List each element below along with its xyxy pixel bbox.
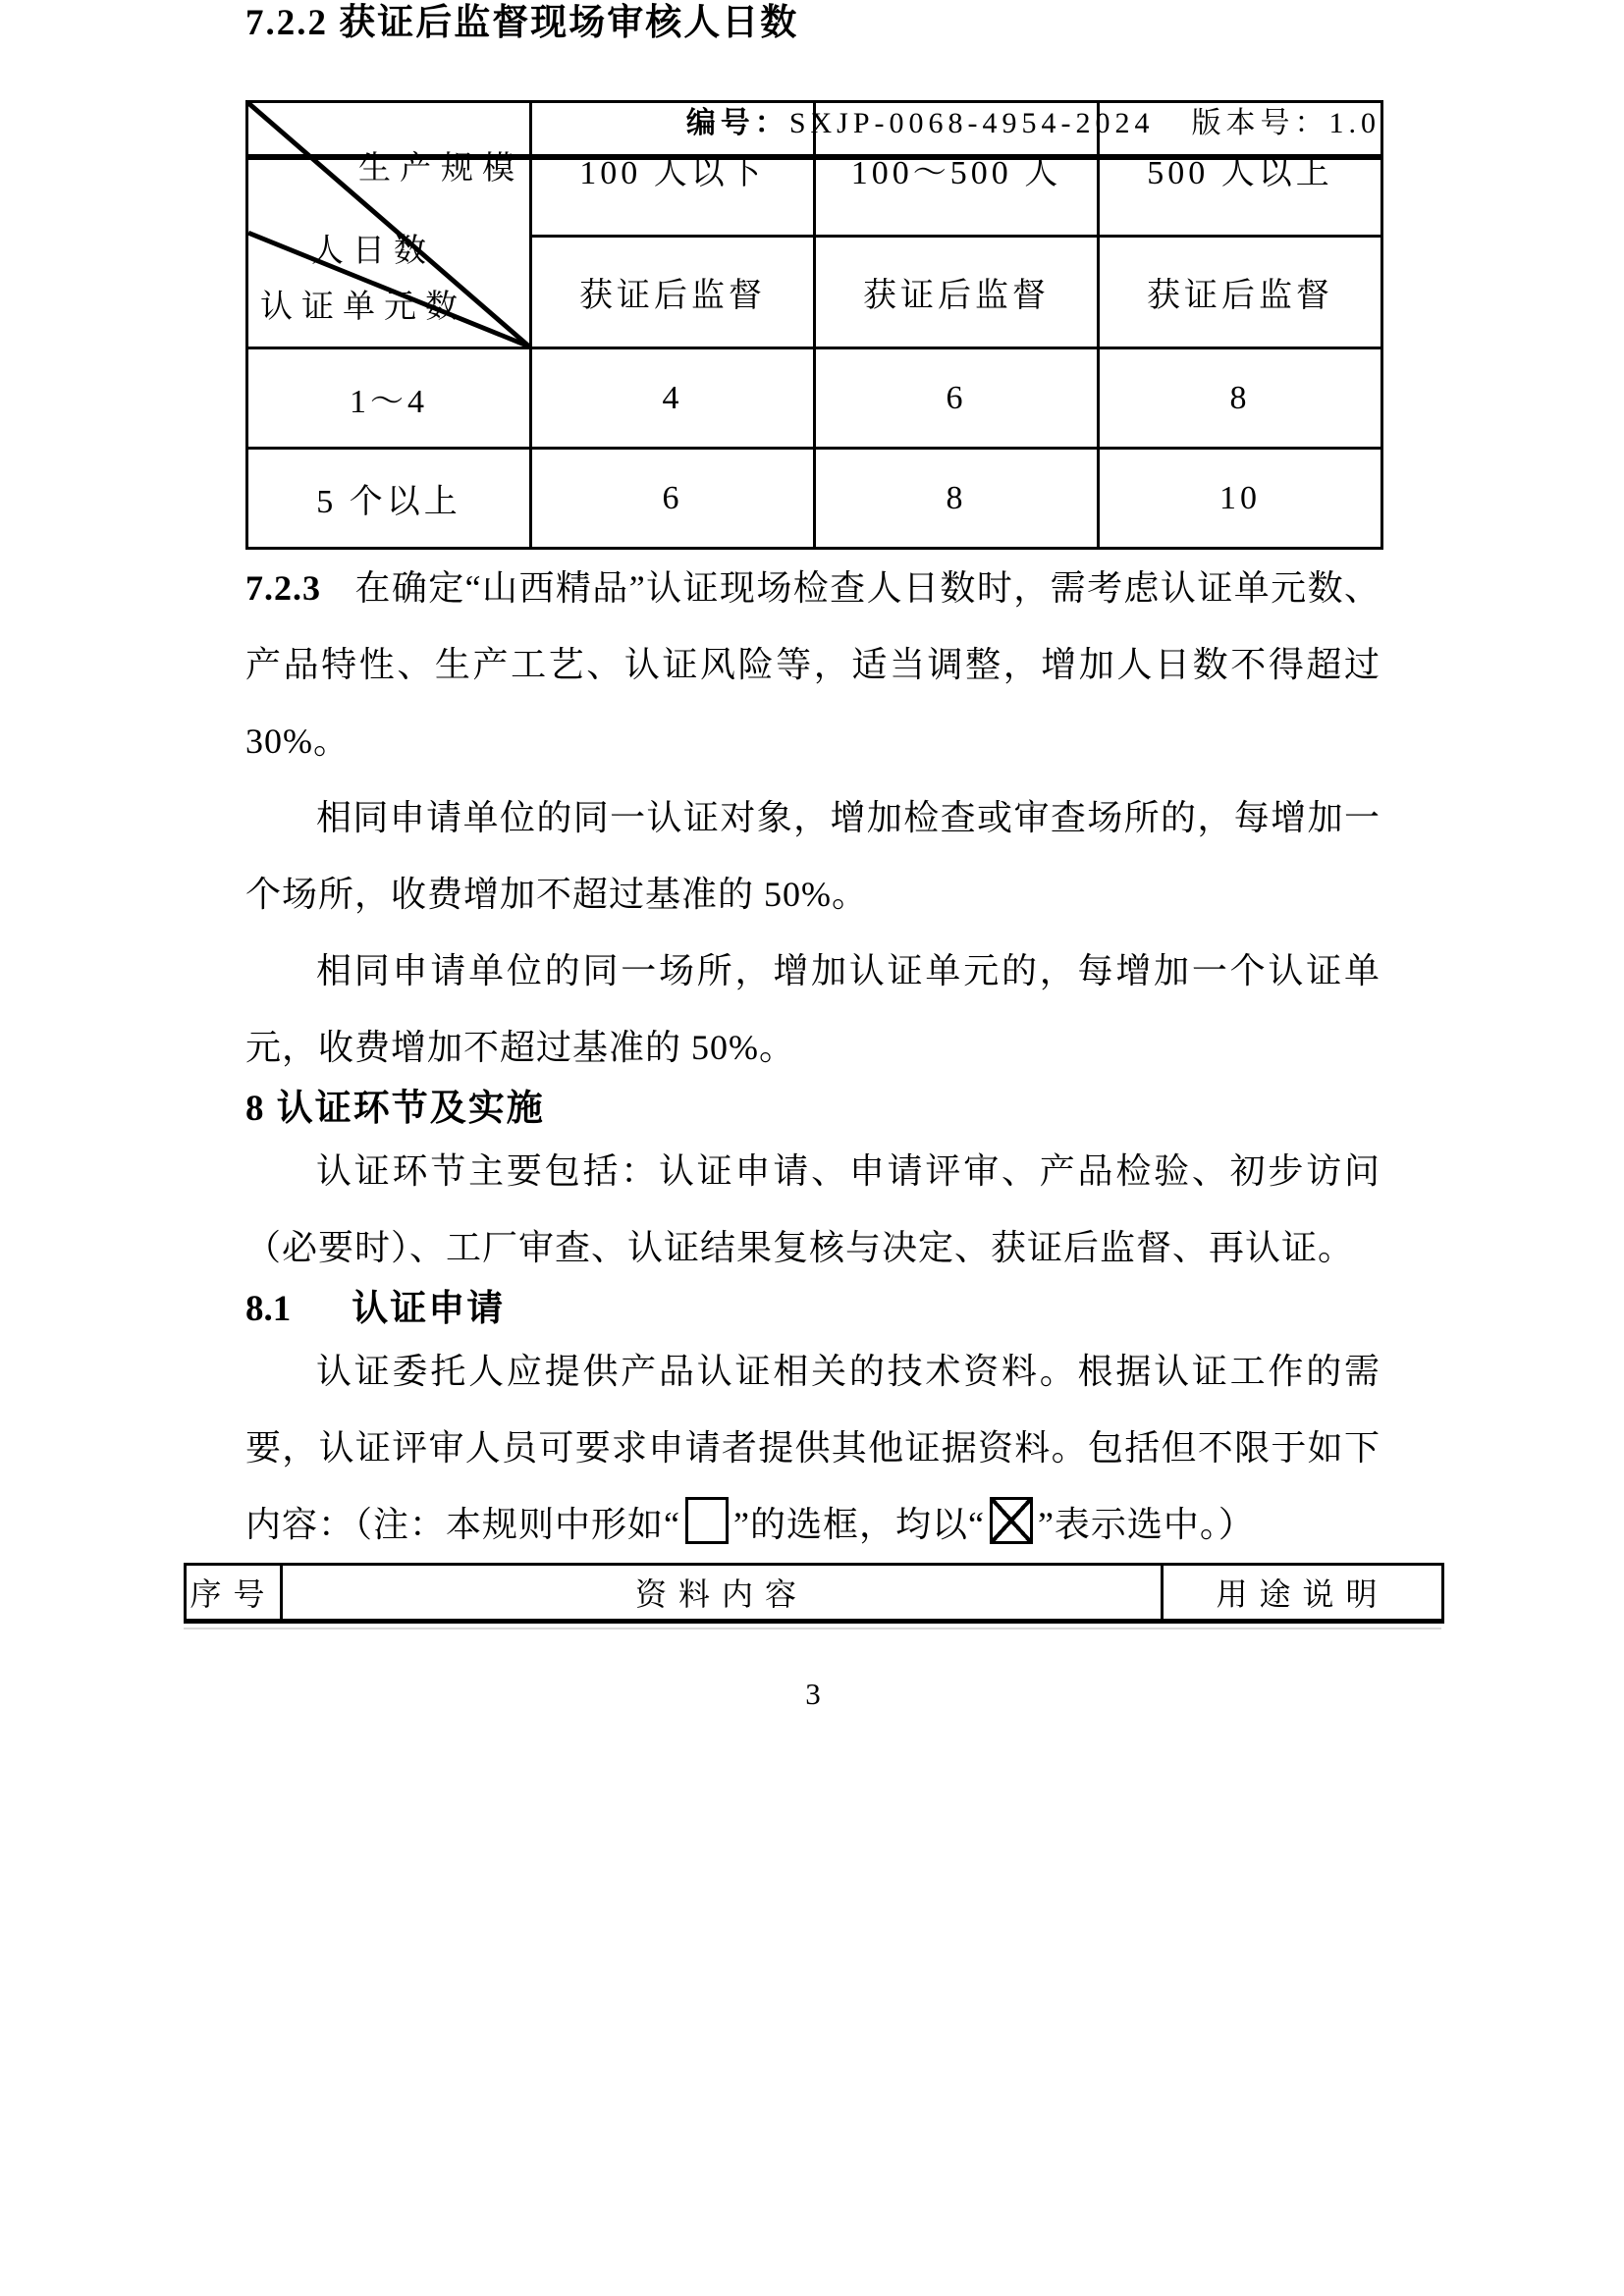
diagonal-label-person-days: 人日数 bbox=[311, 234, 435, 269]
diagonal-label-production-scale: 生产规模 bbox=[358, 151, 523, 187]
paragraph-unit-fee: 相同申请单位的同一场所，增加认证单元的，每增加一个认证单元，收费增加不超过基准的 50%。 bbox=[245, 951, 1380, 1067]
diagonal-label-cert-units: 认证单元数 bbox=[260, 290, 466, 325]
col-header: 100 人以下 bbox=[531, 102, 815, 237]
paragraph-site-fee: 相同申请单位的同一认证对象，增加检查或审查场所的，每增加一个场所，收费增加不超过基准的 50%。 bbox=[245, 798, 1380, 914]
table-cell: 4 bbox=[531, 348, 815, 449]
section-81-number: 8.1 bbox=[245, 1289, 292, 1329]
doc-version-value: 1.0 bbox=[1328, 107, 1380, 139]
section-722-title: 7.2.2 获证后监督现场审核人日数 bbox=[245, 3, 799, 43]
checkbox-empty-icon bbox=[685, 1497, 729, 1544]
paragraph-723-text: 在确定“山西精品”认证现场检查人日数时，需考虑认证单元数、产品特性、生产工艺、认证风险等，适当调整，增加人日数不得超过 30%。 bbox=[245, 568, 1380, 761]
page-content bbox=[189, 0, 1389, 1714]
application-text-3: ”表示选中。） bbox=[1037, 1505, 1255, 1544]
table-cell: 6 bbox=[815, 348, 1099, 449]
table-cell: 8 bbox=[815, 449, 1099, 549]
sub-header: 获证后监督 bbox=[815, 237, 1099, 348]
materials-col-purpose: 用途说明 bbox=[1163, 1565, 1443, 1622]
checkbox-checked-icon bbox=[990, 1497, 1033, 1544]
table-cell: 10 bbox=[1099, 449, 1382, 549]
sub-header: 获证后监督 bbox=[1099, 237, 1382, 348]
section-81-label: 认证申请 bbox=[352, 1289, 506, 1329]
row-label: 5 个以上 bbox=[247, 449, 531, 549]
application-text-2: ”的选框，均以“ bbox=[732, 1505, 985, 1544]
paragraph-723-number: 7.2.3 bbox=[245, 568, 321, 608]
page-number: 3 bbox=[805, 1677, 821, 1711]
paragraph-723 bbox=[245, 550, 1380, 779]
paragraph-application bbox=[245, 1333, 1380, 1563]
sub-header: 获证后监督 bbox=[531, 237, 815, 348]
diagonal-header-cell bbox=[247, 102, 531, 348]
audit-days-table bbox=[245, 100, 1383, 550]
col-header: 500 人以上 bbox=[1099, 102, 1382, 237]
paragraph-process: 认证环节主要包括：认证申请、申请评审、产品检验、初步访问（必要时）、工厂审查、认证结果复核与决定、获证后监督、再认证。 bbox=[245, 1151, 1380, 1267]
table-cell: 8 bbox=[1099, 348, 1382, 449]
materials-col-seq: 序号 bbox=[186, 1565, 282, 1622]
table-cell: 6 bbox=[531, 449, 815, 549]
col-header: 100～500 人 bbox=[815, 102, 1099, 237]
materials-table bbox=[184, 1563, 1444, 1624]
row-label: 1～4 bbox=[247, 348, 531, 449]
section-8-title: 8 认证环节及实施 bbox=[245, 1089, 545, 1129]
application-text-1: 认证委托人应提供产品认证相关的技术资料。根据认证工作的需要，认证评审人员可要求申请者提供其他证据资料。包括但不限于如下内容：（注：本规则中形如“ bbox=[245, 1352, 1380, 1544]
doc-number-label: 编号： bbox=[685, 107, 789, 139]
table-cut-shadow bbox=[184, 1628, 1441, 1629]
doc-version-label: 版本号： bbox=[1191, 107, 1329, 139]
section-81-title bbox=[245, 1286, 1380, 1333]
doc-number-value: SXJP-0068-4954-2024 bbox=[788, 107, 1155, 139]
materials-col-content: 资料内容 bbox=[282, 1565, 1163, 1622]
